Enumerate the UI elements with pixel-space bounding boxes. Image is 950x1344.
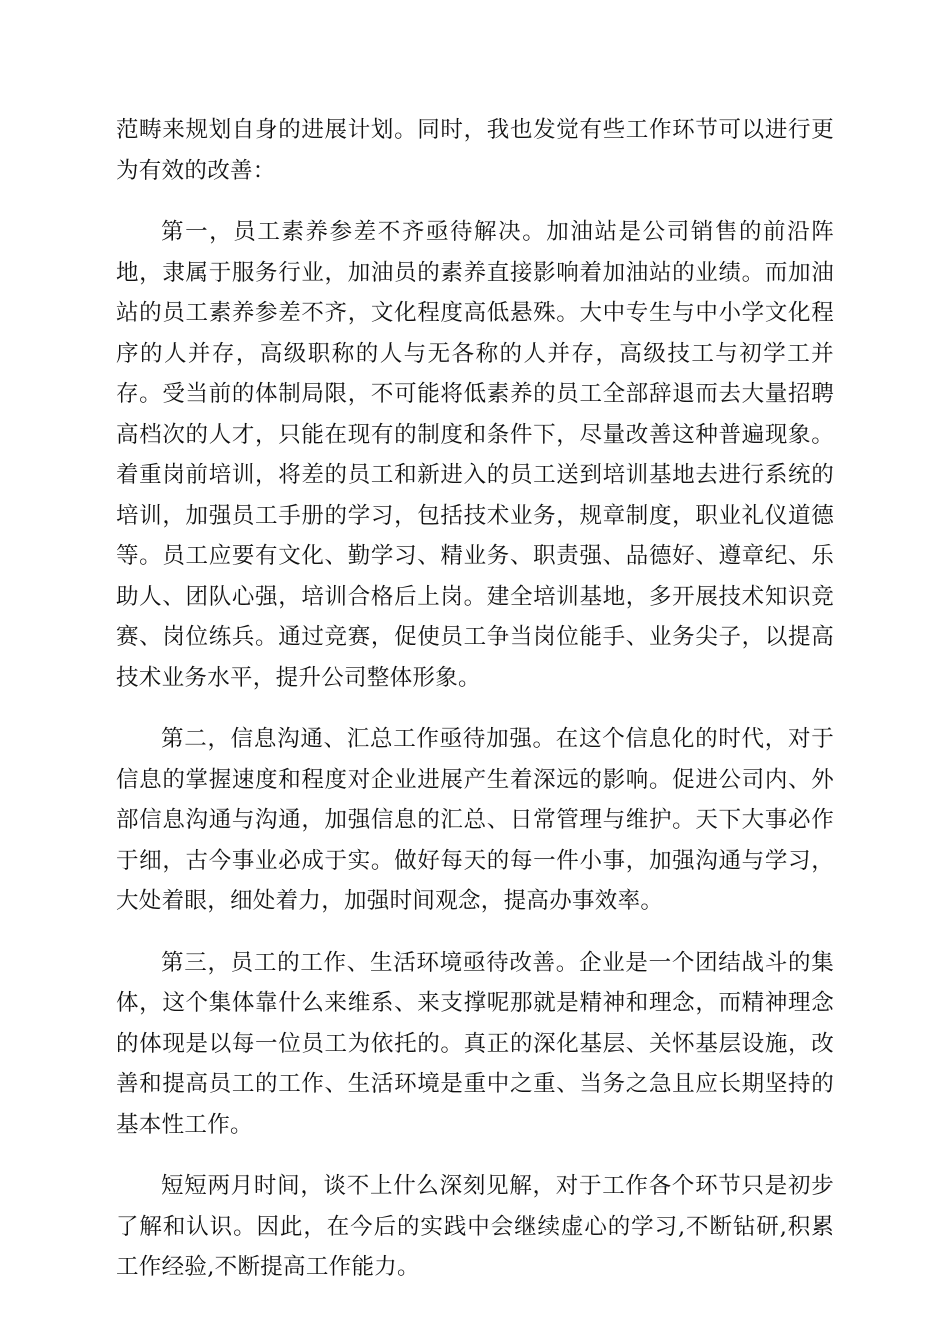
document-body: [116, 110, 834, 1309]
paragraph-second-point: 第二，信息沟通、汇总工作亟待加强。在这个信息化的时代，对于信息的掌握速度和程度对企业进展产生着深远的影响。促进公司内、外部信息沟通与沟通，加强信息的汇总、日常管理与维护。天下大事必作于细，古今事业必成于实。做好每天的每一件小事，加强沟通与学习，大处着眼，细处着力，加强时间观念，提高办事效率。: [116, 726, 834, 914]
paragraph-conclusion: 短短两月时间，谈不上什么深刻见解，对于工作各个环节只是初步了解和认识。因此，在今后的实践中会继续虚心的学习,不断钻研,积累工作经验,不断提高工作能力。: [116, 1173, 834, 1280]
paragraph-first-point: 第一，员工素养参差不齐亟待解决。加油站是公司销售的前沿阵地，隶属于服务行业，加油员的素养直接影响着加油站的业绩。而加油站的员工素养参差不齐，文化程度高低悬殊。大中专生与中小学文化程序的人并存，高级职称的人与无各称的人并存，高级技工与初学工并存。受当前的体制局限，不可能将低素养的员工全部辞退而去大量招聘高档次的人才，只能在现有的制度和条件下，尽量改善这种普遍现象。着重岗前培训，将差的员工和新进入的员工送到培训基地去进行系统的培训，加强员工手册的学习，包括技术业务，规章制度，职业礼仪道德等。员工应要有文化、勤学习、精业务、职责强、品德好、遵章纪、乐助人、团队心强，培训合格后上岗。建全培训基地，多开展技术知识竞赛、岗位练兵。通过竞赛，促使员工争当岗位能手、业务尖子，以提高技术业务水平，提升公司整体形象。: [116, 219, 834, 691]
paragraph-third-point: 第三，员工的工作、生活环境亟待改善。企业是一个团结战斗的集体，这个集体靠什么来维系、来支撑呢那就是精神和理念，而精神理念的体现是以每一位员工为依托的。真正的深化基层、关怀基层设施，改善和提高员工的工作、生活环境是重中之重、当务之急且应长期坚持的基本性工作。: [116, 949, 834, 1138]
paragraph-continued-intro: 范畴来规划自身的进展计划。同时，我也发觉有些工作环节可以进行更为有效的改善：: [116, 117, 834, 184]
